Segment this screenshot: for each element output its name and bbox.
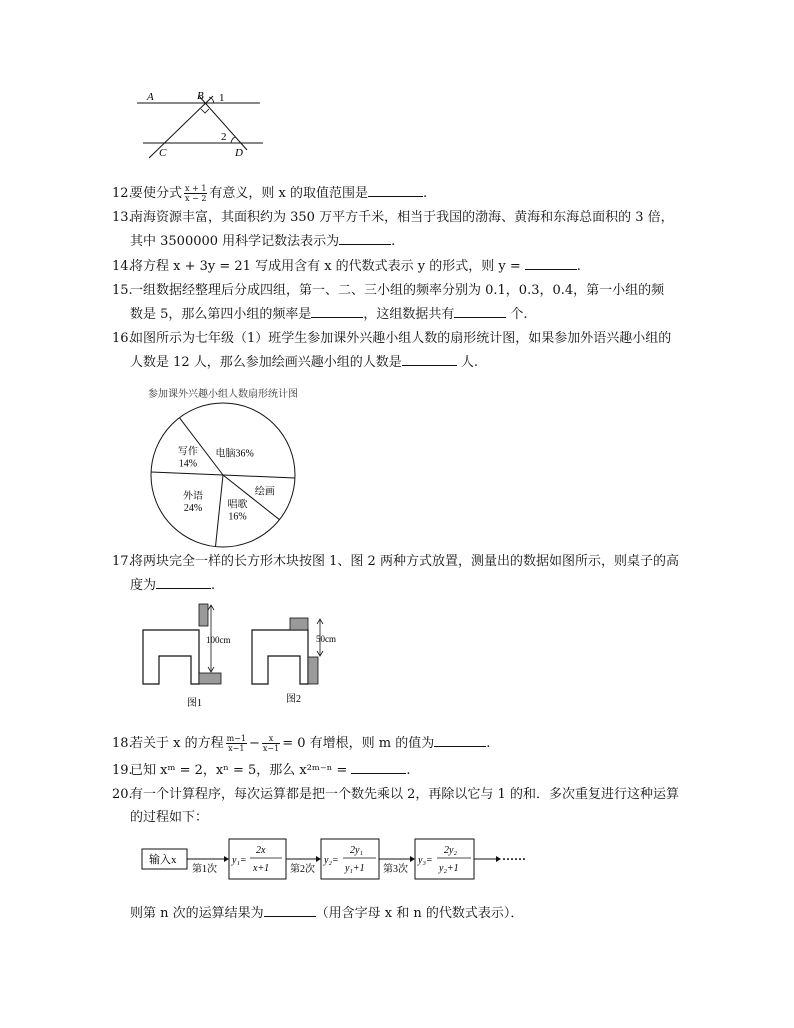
- question-text: = 0 有增根，则 m 的值为: [282, 736, 435, 751]
- pie-label-外语: 外语: [183, 490, 203, 502]
- punctuation: .: [391, 234, 396, 249]
- y2-lhs: y₂=: [324, 855, 339, 866]
- question-text: 人数是 12 人，那么参加绘画兴趣小组的人数是: [130, 355, 402, 370]
- question-13: [112, 207, 674, 229]
- question-text: 要使分式: [130, 186, 183, 201]
- label-b: B: [197, 90, 204, 102]
- pie-label-电脑: 电脑36%: [215, 448, 254, 460]
- pie-label-唱歌-percent: 16%: [228, 511, 247, 523]
- question-text: 已知 xᵐ = 2，xⁿ = 5，那么 x²ᵐ⁻ⁿ =: [130, 763, 348, 778]
- punctuation: .: [486, 736, 491, 751]
- question-15-line2: [130, 303, 528, 326]
- question-number: 20.: [112, 787, 133, 802]
- question-12: [112, 182, 427, 205]
- step-1-label: 第1次: [192, 864, 217, 875]
- fraction: [184, 184, 207, 203]
- step-2-label: 第2次: [290, 864, 315, 875]
- wood-block-side: [308, 657, 318, 684]
- answer-blank[interactable]: [368, 182, 423, 197]
- answer-blank[interactable]: [156, 574, 211, 589]
- label-d: D: [235, 147, 243, 159]
- question-text: 有一个计算程序，每次运算都是把一个数先乘以 2，再除以它与 1 的和．多次重复进行这种运算: [130, 787, 679, 802]
- answer-blank[interactable]: [402, 351, 457, 366]
- question-number: 15.: [112, 283, 133, 298]
- fraction-denominator: x−1: [228, 744, 245, 753]
- figure-label-1: 图1: [187, 698, 202, 709]
- fraction-2: [262, 734, 280, 753]
- fraction-numerator: m−1: [226, 734, 246, 743]
- question-number: 14.: [112, 259, 133, 274]
- question-20: [112, 784, 679, 806]
- parallel-lines-figure: [135, 86, 270, 162]
- question-text: 南海资源丰富，其面积约为 350 万平方千米，相当于我国的渤海、黄海和东海总面积的 3 倍，: [130, 210, 674, 225]
- table-figure-1: [135, 600, 250, 712]
- label-a: A: [147, 91, 154, 103]
- question-text: 个.: [510, 307, 528, 322]
- label-2: 2: [221, 131, 227, 143]
- figure-label-2: 图2: [286, 694, 301, 705]
- question-text: 将两块完全一样的长方形木块按图 1、图 2 两种方式放置，测量出的数据如图所示，则桌子的高: [130, 554, 679, 569]
- punctuation: .: [576, 259, 581, 274]
- pie-label-写作: 写作: [177, 446, 198, 458]
- fraction-denominator: x − 2: [185, 194, 207, 203]
- question-19: [112, 759, 411, 782]
- question-15: [112, 280, 664, 302]
- pie-label-写作-percent: 14%: [178, 458, 198, 470]
- pie-label-外语-percent: 24%: [183, 502, 203, 514]
- answer-blank-frequency[interactable]: [311, 303, 363, 318]
- pie-label-绘画: 绘画: [254, 486, 275, 498]
- question-text: 一组数据经整理后分成四组，第一、二、三小组的频率分别为 0.1，0.3，0.4，第一小组的频: [130, 283, 665, 298]
- question-text: （用含字母 x 和 n 的代数式表示）．: [315, 906, 524, 921]
- question-16: [112, 328, 671, 350]
- question-text: 如图所示为七年级（1）班学生参加课外兴趣小组人数的扇形统计图，如果参加外语兴趣小组的: [130, 331, 672, 346]
- y3-numerator: 2y₂: [444, 845, 457, 856]
- y3-denominator: y₂+1: [439, 863, 459, 874]
- y2-numerator: 2y₁: [350, 845, 363, 856]
- fraction-1: [226, 734, 247, 753]
- question-text: ，这组数据共有: [363, 307, 455, 322]
- table-outline: [252, 630, 308, 684]
- punctuation: .: [406, 763, 411, 778]
- input-label: 输入x: [149, 854, 177, 866]
- y1-numerator: 2x: [256, 845, 266, 856]
- question-number: 18.: [112, 736, 133, 751]
- measure-label-100: 100cm: [206, 635, 231, 645]
- punctuation: .: [423, 186, 428, 201]
- question-14: [112, 255, 581, 278]
- continuation-dots: ······: [502, 852, 527, 866]
- question-text: 将方程 x + 3y = 21 写成用含有 x 的代数式表示 y 的形式，则 y =: [130, 259, 521, 274]
- fraction-denominator: x−1: [262, 744, 280, 753]
- question-text: 度为: [130, 578, 157, 593]
- wood-block-top: [290, 618, 308, 630]
- fraction-numerator: x + 1: [185, 184, 207, 193]
- question-17: [112, 551, 679, 573]
- question-16-line2: [130, 351, 478, 374]
- question-18: [112, 732, 490, 755]
- question-20-line3: [130, 902, 523, 925]
- question-17-line2: [130, 574, 215, 597]
- wood-block-bottom: [199, 673, 221, 684]
- punctuation: .: [211, 578, 216, 593]
- question-number: 17.: [112, 554, 133, 569]
- step-3-label: 第3次: [383, 864, 408, 875]
- question-number: 16.: [112, 331, 133, 346]
- question-20-line2: [130, 807, 208, 829]
- table-outline: [143, 630, 199, 684]
- pie-label-唱歌: 唱歌: [227, 499, 248, 511]
- question-number: 13.: [112, 210, 133, 225]
- table-figure-2: [250, 600, 355, 712]
- question-text: 则第 n 次的运算结果为: [130, 906, 264, 921]
- answer-blank[interactable]: [434, 732, 486, 747]
- question-text: 数是 5，那么第四小组的频率是: [130, 307, 312, 322]
- question-13-line2: [130, 230, 395, 253]
- question-text: 的过程如下：: [130, 810, 209, 825]
- question-text: 有意义，则 x 的取值范围是: [209, 186, 369, 201]
- y3-lhs: y₃=: [418, 855, 433, 866]
- answer-blank[interactable]: [525, 255, 577, 270]
- pie-chart-title: 参加课外兴趣小组人数扇形统计图: [148, 389, 298, 400]
- label-1: 1: [219, 92, 225, 104]
- answer-blank[interactable]: [264, 902, 316, 917]
- question-text: 若关于 x 的方程: [130, 736, 224, 751]
- measure-label-50: 50cm: [316, 634, 336, 644]
- calculation-flow-diagram: [140, 836, 560, 886]
- pie-chart: [148, 400, 298, 550]
- y1-denominator: x+1: [253, 863, 270, 874]
- label-c: C: [159, 147, 167, 159]
- y1-lhs: y₁=: [232, 855, 247, 866]
- angle2-arc: [231, 137, 235, 143]
- question-number: 19.: [112, 763, 133, 778]
- minus-sign: −: [249, 736, 260, 751]
- answer-blank[interactable]: [351, 759, 406, 774]
- question-text: 其中 3500000 用科学记数法表示为: [130, 234, 340, 249]
- wood-block-top: [199, 604, 208, 626]
- question-number: 12.: [112, 186, 133, 201]
- answer-blank-count[interactable]: [454, 303, 506, 318]
- question-text: 人.: [460, 355, 478, 370]
- fraction-numerator: x: [262, 734, 280, 744]
- answer-blank[interactable]: [339, 230, 391, 245]
- right-angle-mark: [201, 109, 209, 113]
- y2-denominator: y₁+1: [345, 863, 365, 874]
